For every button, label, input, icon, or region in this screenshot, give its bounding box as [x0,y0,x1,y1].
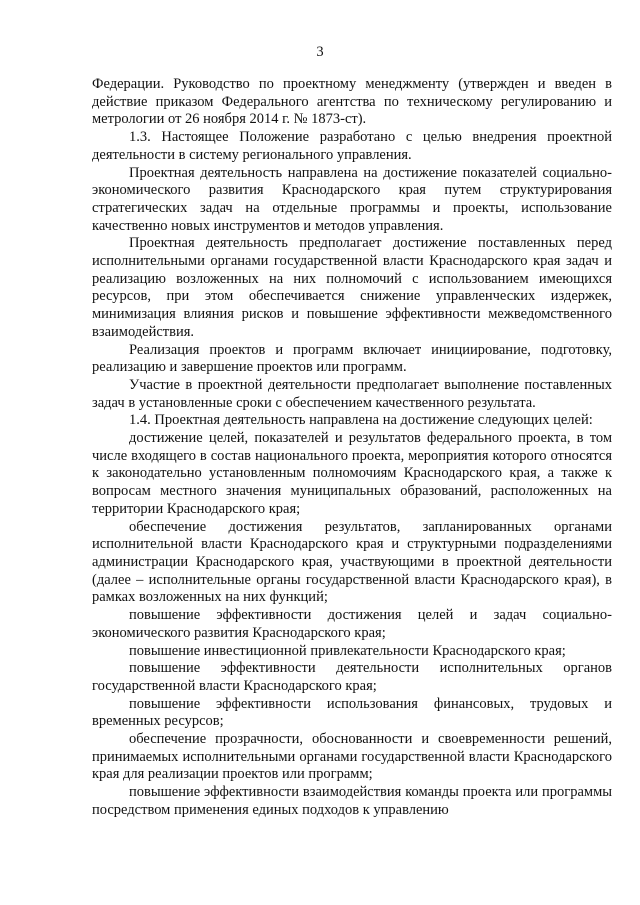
list-item: повышение инвестиционной привлекательности Краснодарского края; [129,642,566,659]
list-item: повышение эффективности взаимодействия команды проекта или программы посредством применения единых подходов к управлению [92,784,612,818]
paragraph: Реализация проектов и программ включает инициирование, подготовку, реализацию и завершение проектов или программ. [92,341,612,376]
list-item: достижение целей, показателей и результатов федерального проекта, в том числе входящего в состав национального проекта, мероприятия которого относятся к законодательно установленным полномочиям Краснодарского края, а также к вопросам местного значения муниципальных образований, расположенных на территории Краснодарского края; [92,430,612,517]
paragraph: Проектная деятельность предполагает достижение поставленных перед исполнительными органами государственной власти Краснодарского края задач и реализацию возложенных на них полномочий с использованием имеющихся ресурсов, при этом обеспечивается снижение управленческих издержек, минимизация влияния рисков и повышение эффективности межведомственного взаимодействия. [92,235,612,340]
list-item: повышение эффективности использования финансовых, трудовых и временных ресурсов; [92,695,612,730]
list-item: обеспечение прозрачности, обоснованности и своевременности решений, принимаемых исполнительными органами государственной власти Краснодарского края для реализации проектов или программ; [92,731,612,783]
paragraph: Федерации. Руководство по проектному менеджменту (утвержден и введен в действие приказом Федерального агентства по техническому регулированию и метрологии от 26 ноября 2014 г. № 1873-ст). [92,76,612,128]
list-item: повышение эффективности достижения целей и задач социально-экономического развития Краснодарского края; [92,607,612,641]
list-item: повышение эффективности деятельности исполнительных органов государственной власти Краснодарского края; [92,660,612,694]
page-number: 3 [316,44,324,60]
list-item: обеспечение достижения результатов, запланированных органами исполнительной власти Краснодарского края и структурными подразделениями администрации Краснодарского края, участвующими в проектной деятельности (далее – исполнительные органы государственной власти Краснодарского края), в рамках возложенных на них функций; [92,518,612,606]
document-body [92,76,612,820]
paragraph: 1.3. Настоящее Положение разработано с целью внедрения проектной деятельности в систему регионального управления. [92,129,612,163]
paragraph: 1.4. Проектная деятельность направлена на достижение следующих целей: [129,412,593,429]
paragraph: Участие в проектной деятельности предполагает выполнение поставленных задач в установленные сроки с обеспечением качественного результата. [92,376,612,411]
paragraph: Проектная деятельность направлена на достижение показателей социально-экономического развития Краснодарского края путем структурирования стратегических задач на отдельные программы и проекты, использование качественно новых инструментов и методов управления. [92,164,612,234]
